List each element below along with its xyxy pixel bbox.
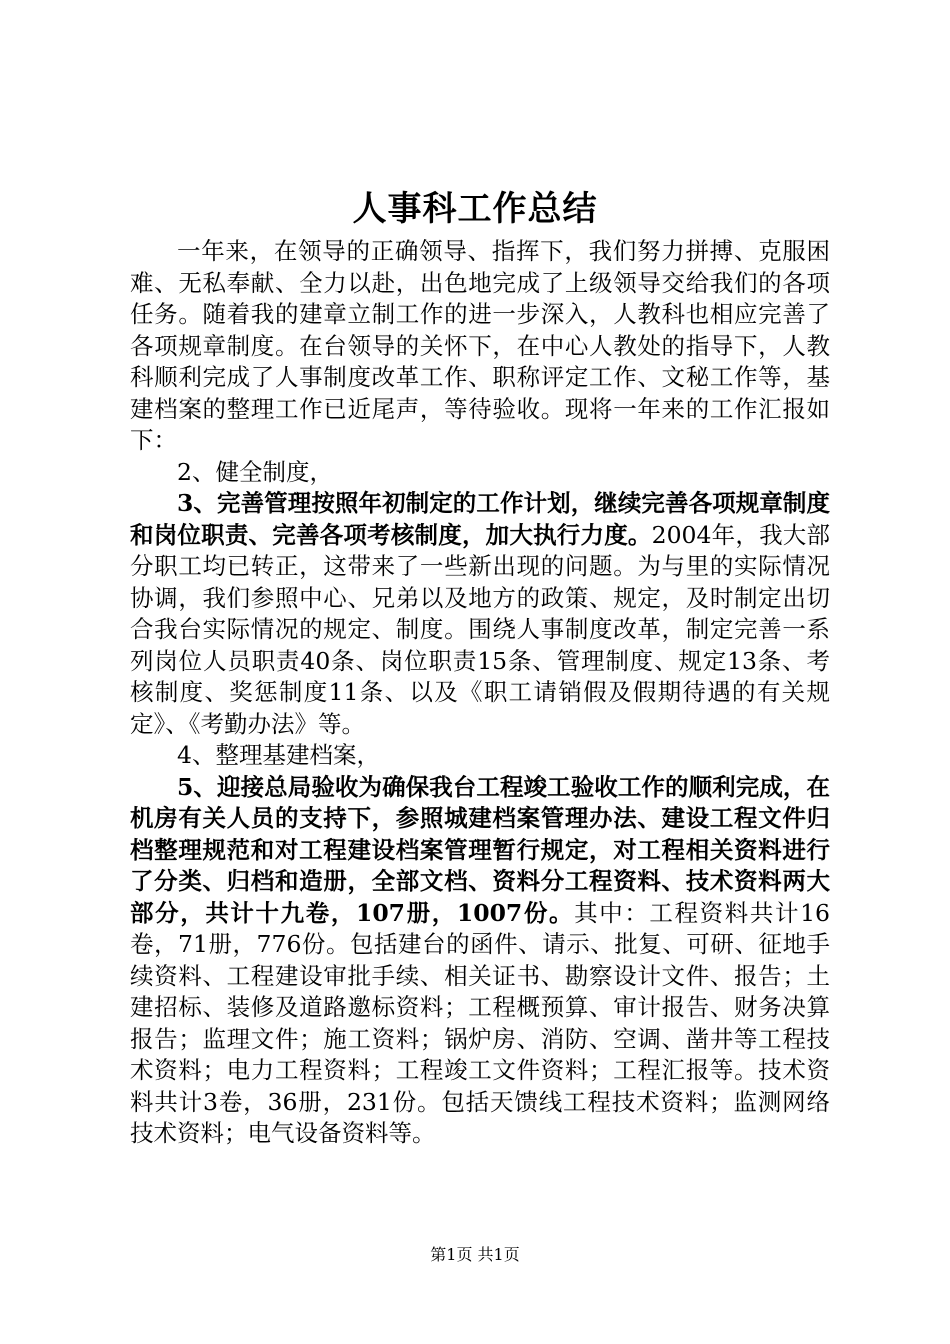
paragraph-item-3 <box>130 488 830 740</box>
paragraph-text: 一年来，在领导的正确领导、指挥下，我们努力拼搏、克服困难、无私奉献、全力以赴，出色地完成了上级领导交给我们的各项任务。随着我的建章立制工作的进一步深入，人教科也相应完善了各项规章制度。在台领导的关怀下，在中心人教处的指导下，人教科顺利完成了人事制度改革工作、职称评定工作、文秘工作等，基建档案的整理工作已近尾声，等待验收。现将一年来的工作汇报如下： <box>130 237 830 454</box>
paragraph-intro <box>130 236 830 457</box>
paragraph-bold-text: 5、迎接总局验收为确保我台工程竣工验收工作的顺利完成，在机房有关人员的支持下，参照城建档案管理办法、建设工程文件归档整理规范和对工程建设档案管理暂行规定，对工程相关资料进行了分类、归档和造册，全部文档、资料分工程资料、技术资料两大部分，共计十九卷，107册，1007份。 <box>130 772 830 927</box>
paragraph-item-5 <box>130 772 830 1150</box>
page-footer: 第1页 共1页 <box>430 1245 520 1264</box>
document-body <box>130 236 830 1150</box>
paragraph-text: 2004年，我大部分职工均已转正，这带来了一些新出现的问题。为与里的实际情况协调，我们参照中心、兄弟以及地方的政策、规定，及时制定出切合我台实际情况的规定、制度。围绕人事制度改革，制定完善一系列岗位人员职责40条、岗位职责15条、管理制度、规定13条、考核制度、奖惩制度11条、以及《职工请销假及假期待遇的有关规定》、《考勤办法》等。 <box>130 520 830 738</box>
paragraph-item-4 <box>130 740 830 772</box>
paragraph-text: 4、整理基建档案， <box>177 741 380 769</box>
paragraph-text: 其中：工程资料共计16卷，71册，776份。包括建台的函件、请示、批复、可研、征地手续资料、工程建设审批手续、相关证书、勘察设计文件、报告；土建招标、装修及道路邀标资料；工程概预算、审计报告、财务决算报告；监理文件；施工资料；锅炉房、消防、空调、凿井等工程技术资料；电力工程资料；工程竣工文件资料；工程汇报等。技术资料共计3卷，36册，231份。包括天馈线工程技术资料；监测网络技术资料；电气设备资料等。 <box>130 898 830 1147</box>
paragraph-item-2 <box>130 457 830 489</box>
paragraph-bold-text: 3、完善管理按照年初制定的工作计划，继续完善各项规章制度和岗位职责、完善各项考核制度，加大执行力度。 <box>130 489 830 549</box>
paragraph-text: 2、健全制度， <box>177 457 333 486</box>
document-title: 人事科工作总结 <box>352 189 598 229</box>
